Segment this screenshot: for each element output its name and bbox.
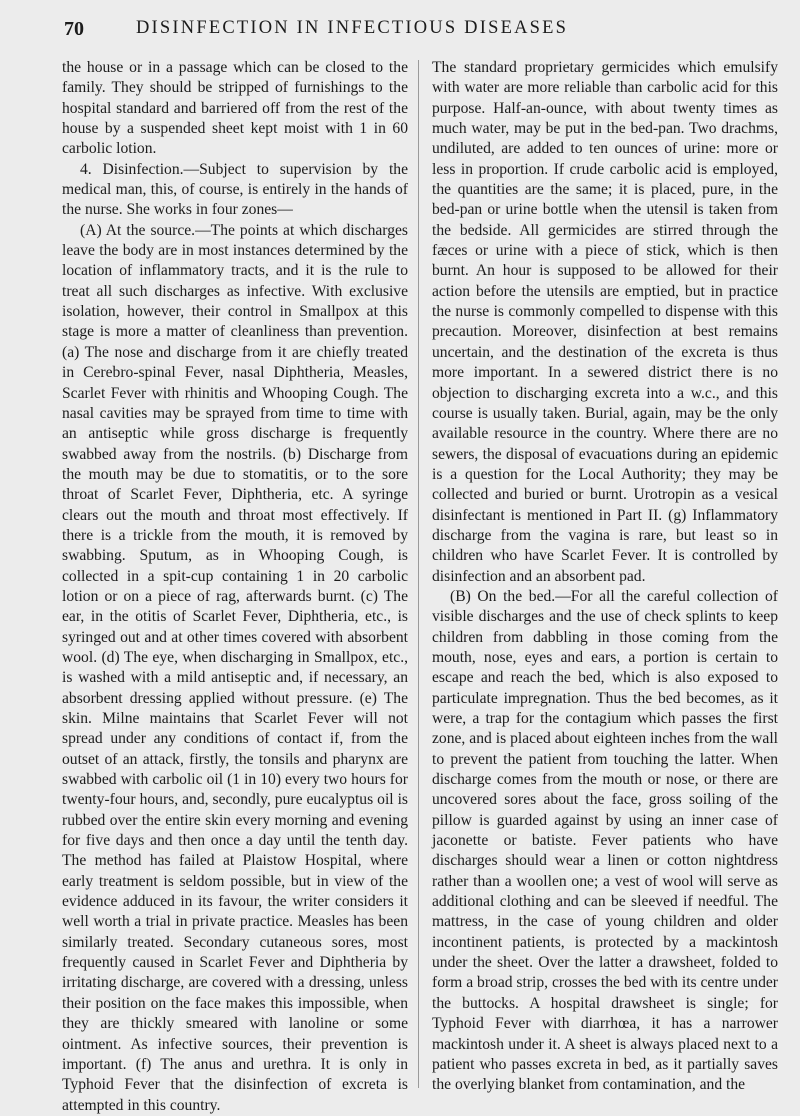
- page-number: 70: [64, 18, 84, 40]
- running-title: DISINFECTION IN INFECTIOUS DISEASES: [136, 18, 569, 38]
- paragraph: (B) On the bed.—For all the careful collection of visible discharges and the use of check splints to keep children from dabbling in those coming from the mouth, nose, eyes and ears, a portion is certain to escape and reach the bed, which is also exposed to particulate impregnation. Thus the bed becomes, as it were, a trap for the contagium which passes the first zone, and is placed about eighteen inches from the wall to prevent the patient from touching the latter. When discharge comes from the mouth or nose, or there are uncovered sores about the face, gross soiling of the pillow is guarded against by using an inner case of jaconette or batiste. Fever patients who have discharges should wear a linen or cotton nightdress rather than a woollen one; a vest of wool will serve as additional clothing and can be sleeved if needful. The mattress, in the case of young children and older incontinent patients, is protected by a mackintosh under the sheet. Over the latter a drawsheet, folded to form a broad strip, crosses the bed with its centre under the buttocks. A hospital drawsheet is single; for Typhoid Fever with diarrhœa, it has a narrower mackintosh under it. A sheet is always placed next to a patient who passes excreta in bed, as it partially saves the overlying blanket from contamination, and the: [432, 587, 778, 1094]
- paragraph: (A) At the source.—The points at which discharges leave the body are in most instances determined by the location of inflammatory tracts, and it is the rule to treat all such discharges as infective. With exclusive isolation, however, their control in Smallpox at this stage is more a matter of cleanliness than prevention. (a) The nose and discharge from it are chiefly treated in Cerebro-spinal Fever, nasal Diphtheria, Measles, Scarlet Fever with rhinitis and Whooping Cough. The nasal cavities may be sprayed from time to time with an antiseptic while gross discharge is frequently swabbed away from the nostrils. (b) Discharge from the mouth may be due to stomatitis, or to the sore throat of Scarlet Fever, Diphtheria, etc. A syringe clears out the mouth and throat most effectively. If there is a trickle from the mouth, it is removed by swabbing. Sputum, as in Whooping Cough, is collected in a spit-cup containing 1 in 20 carbolic lotion or on a piece of rag, afterwards burnt. (c) The ear, in the otitis of Scarlet Fever, Diphtheria, etc., is syringed out and at other times covered with absorbent wool. (d) The eye, when discharging in Smallpox, etc., is washed with a mild antiseptic and, if necessary, an absorbent dressing applied without pressure. (e) The skin. Milne maintains that Scarlet Fever will not spread under any conditions of contact if, from the outset of an attack, firstly, the tonsils and pharynx are swabbed with carbolic oil (1 in 10) every two hours for twenty-four hours, and, secondly, pure eucalyptus oil is rubbed over the entire skin every morning and evening for five days and then once a day until the tenth day. The method has failed at Plaistow Hospital, where early treatment is seldom possible, but in view of the evidence adduced in its favour, the writer considers it well worth a trial in private practice. Measles has been similarly treated. Secondary cutaneous sores, most frequently caused in Scarlet Fever and Diphtheria by irritating discharge, are covered with a dressing, unless their position on the face makes this impossible, when they are thickly smeared with lanoline or some ointment. As infective sources, their prevention is important. (f) The anus and urethra. It is only in Typhoid Fever that the disinfection of excreta is attempted in this country.: [62, 221, 408, 1114]
- running-header: [64, 18, 768, 46]
- paragraph: the house or in a passage which can be closed to the family. They should be stripped of furnishings to the hospital standard and barriered off from the rest of the house by a suspended sheet kept moist with 1 in 60 carbolic lotion.: [62, 59, 408, 158]
- paragraph: 4. Disinfection.—Subject to supervision by the medical man, this, of course, is entirely in the hands of the nurse. She works in four zones—: [62, 160, 408, 219]
- paragraph: The standard proprietary germicides which emulsify with water are more reliable than carbolic acid for this purpose. Half-an-ounce, with about twenty times as much water, may be put in the bed-pan. Two drachms, undiluted, are added to ten ounces of urine: more or less in proportion. If crude carbolic acid is employed, the quantities are the same; it is placed, pure, in the bed-pan or urine bottle when the utensil is taken from the bedside. All germicides are stirred through the fæces or urine with a piece of stick, which is then burnt. An hour is supposed to be allowed for their action before the utensils are emptied, but in practice the nurse is commonly compelled to dispense with this precaution. Moreover, disinfection at best remains uncertain, and the destination of the excreta is thus more important. In a sewered district there is no objection to discharging excreta into a w.c., and this course is usually taken. Burial, again, may be the only available resource in the country. Where there are no sewers, the disposal of evacuations during an epidemic is a question for the Local Authority; they may be collected and buried or burnt. Urotropin as a vesical disinfectant is mentioned in Part II. (g) Inflammatory discharge from the vagina is rare, but least so in children who have Scarlet Fever. It is controlled by disinfection and an absorbent pad.: [432, 59, 778, 585]
- left-column: [62, 58, 408, 1114]
- column-divider: [418, 60, 419, 1088]
- right-column: [432, 58, 778, 1094]
